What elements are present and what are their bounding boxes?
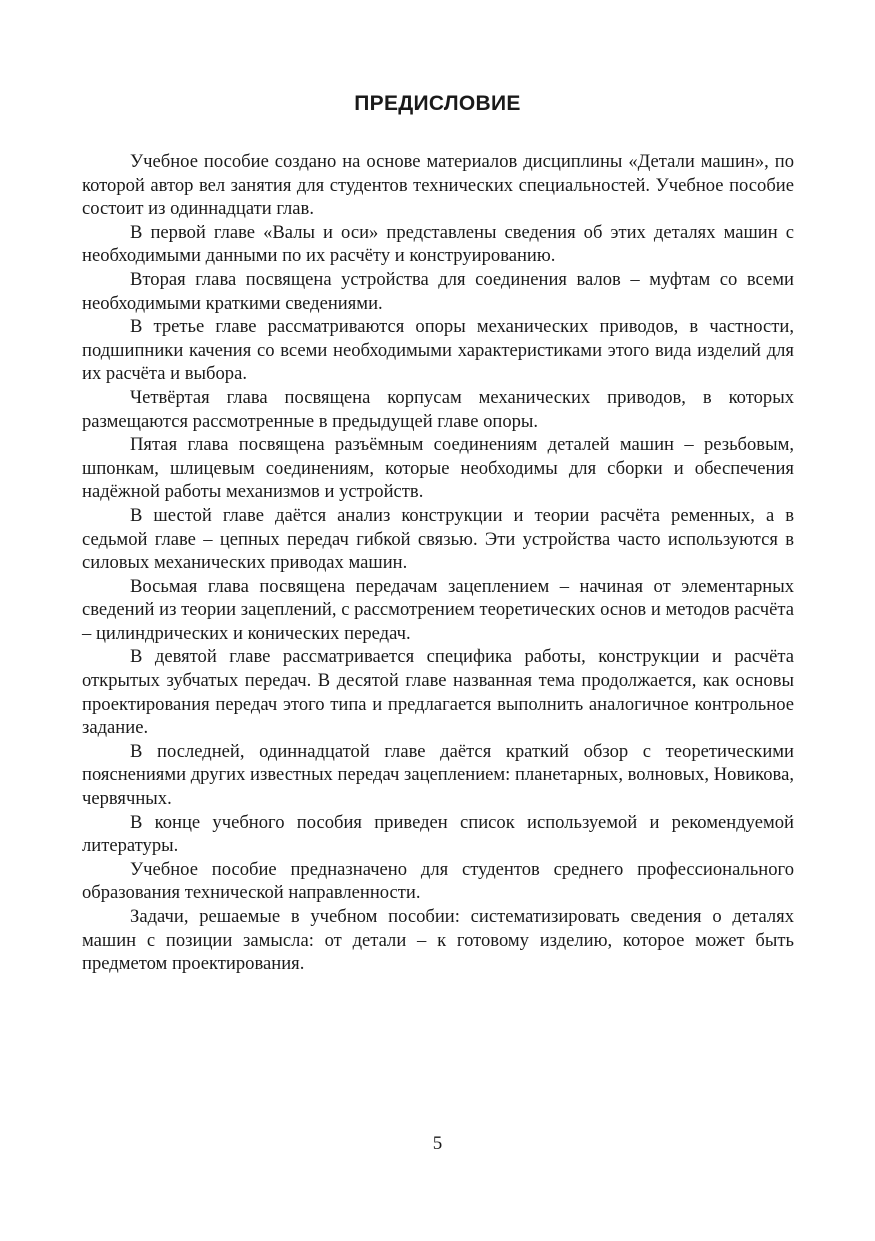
paragraph: Пятая глава посвящена разъёмным соединениям деталей машин – резьбовым, шпонкам, шлицевым соединениям, которые необходимы для сборки и обеспечения надёжной работы механизмов и устройств. bbox=[82, 434, 794, 503]
paragraph: В шестой главе даётся анализ конструкции и теории расчёта ременных, а в седьмой главе – цепных передач гибкой связью. Эти устройства часто используются в силовых механических приводах машин. bbox=[82, 504, 794, 574]
paragraph: Учебное пособие предназначено для студентов среднего профессионального образования технической направленности. bbox=[82, 858, 794, 904]
paragraph: В девятой главе рассматривается специфика работы, конструкции и расчёта открытых зубчатых передач. В десятой главе названная тема продолжается, как основы проектирования передач этого типа и предлагается выполнить аналогичное контрольное задание. bbox=[82, 646, 794, 739]
page-title: ПРЕДИСЛОВИЕ bbox=[354, 92, 521, 115]
preface-body bbox=[82, 150, 794, 976]
paragraph: В последней, одиннадцатой главе даётся краткий обзор с теоретическими пояснениями других известных передач зацеплением: планетарных, волновых, Новикова, червячных. bbox=[82, 740, 794, 810]
paragraph: Четвёртая глава посвящена корпусам механических приводов, в которых размещаются рассмотренные в предыдущей главе опоры. bbox=[82, 386, 794, 432]
paragraph: Вторая глава посвящена устройства для соединения валов – муфтам со всеми необходимыми краткими сведениями. bbox=[82, 268, 794, 314]
page-number: 5 bbox=[432, 1133, 443, 1154]
paragraph: Учебное пособие создано на основе материалов дисциплины «Детали машин», по которой автор вел занятия для студентов технических специальностей. Учебное пособие состоит из одиннадцати глав. bbox=[82, 151, 794, 220]
paragraph: В третье главе рассматриваются опоры механических приводов, в частности, подшипники качения со всеми необходимыми характеристиками этого вида изделий для их расчёта и выбора. bbox=[82, 316, 794, 385]
paragraph: В первой главе «Валы и оси» представлены сведения об этих деталях машин с необходимыми данными по их расчёту и конструированию. bbox=[82, 221, 794, 267]
paragraph: В конце учебного пособия приведен список используемой и рекомендуемой литературы. bbox=[82, 811, 794, 857]
paragraph: Задачи, решаемые в учебном пособии: систематизировать сведения о деталях машин с позиции замысла: от детали – к готовому изделию, которое может быть предметом проектирования. bbox=[82, 906, 794, 975]
paragraph: Восьмая глава посвящена передачам зацеплением – начиная от элементарных сведений из теории зацеплений, с рассмотрением теоретических основ и методов расчёта – цилиндрических и конических передач. bbox=[82, 575, 794, 644]
